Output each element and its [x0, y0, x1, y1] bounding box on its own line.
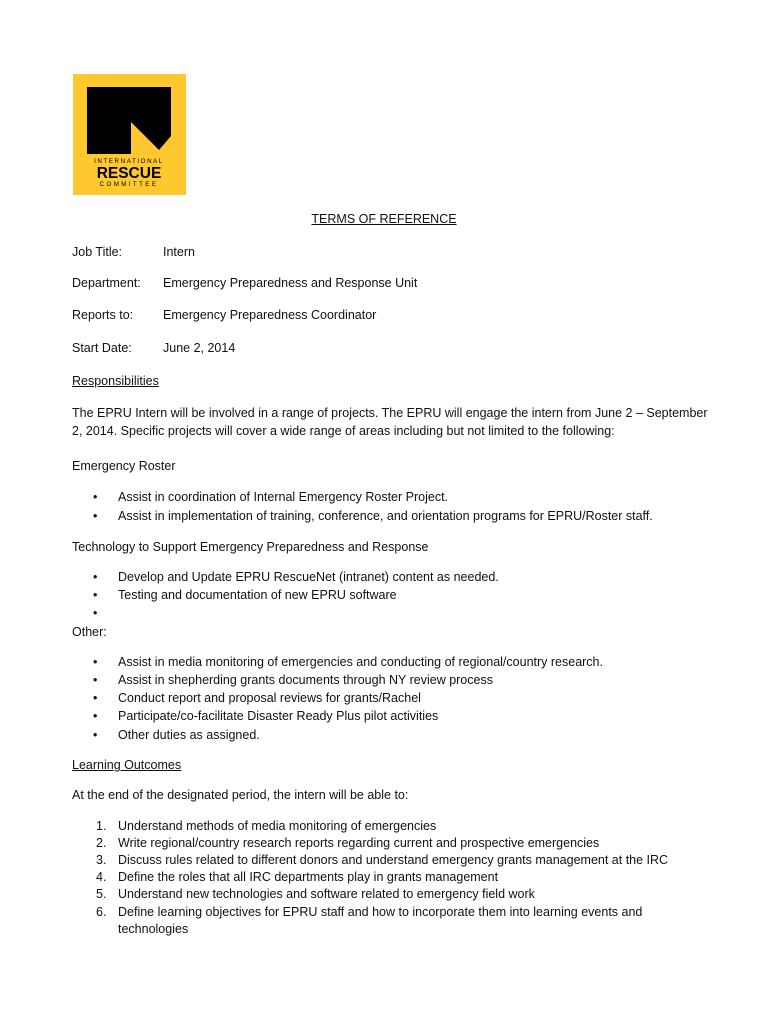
document-title: TERMS OF REFERENCE	[311, 212, 457, 226]
list-item: Develop and Update EPRU RescueNet (intranet) content as needed.	[118, 570, 499, 584]
bullet-marker: •	[93, 673, 98, 687]
bullet-marker: •	[93, 570, 98, 584]
bullet-marker: •	[93, 606, 98, 620]
section-heading-other: Other:	[72, 625, 107, 639]
section-heading-technology: Technology to Support Emergency Preparedness and Response	[72, 540, 429, 554]
learning-item: Write regional/country research reports regarding current and prospective emergencies	[118, 836, 600, 850]
bullet-marker: •	[93, 691, 98, 705]
list-item: Assist in coordination of Internal Emergency Roster Project.	[118, 490, 449, 504]
list-number: 4.	[96, 870, 107, 884]
list-item: Other duties as assigned.	[118, 728, 260, 742]
learning-item: Define the roles that all IRC departments play in grants management	[118, 870, 499, 884]
learning-intro: At the end of the designated period, the intern will be able to:	[72, 788, 409, 802]
department-value: Emergency Preparedness and Response Unit	[163, 276, 418, 290]
learning-item: Understand methods of media monitoring of emergencies	[118, 819, 437, 833]
bullet-marker: •	[93, 655, 98, 669]
section-heading-emergency-roster: Emergency Roster	[72, 459, 176, 473]
department-label: Department:	[72, 276, 141, 290]
list-item: Assist in media monitoring of emergencies and conducting of regional/country research.	[118, 655, 603, 669]
list-number: 6.	[96, 905, 107, 919]
start-date-value: June 2, 2014	[163, 341, 236, 355]
responsibilities-heading: Responsibilities	[72, 374, 159, 388]
logo-line1: INTERNATIONAL	[94, 158, 164, 165]
bullet-marker: •	[93, 709, 98, 723]
bullet-marker: •	[93, 509, 98, 523]
start-date-label: Start Date:	[72, 341, 132, 355]
list-number: 1.	[96, 819, 107, 833]
irc-logo	[73, 74, 186, 195]
logo-line2: RESCUE	[96, 165, 162, 182]
learning-outcomes-heading: Learning Outcomes	[72, 758, 182, 772]
bullet-marker: •	[93, 728, 98, 742]
list-number: 3.	[96, 853, 107, 867]
list-item: Participate/co-facilitate Disaster Ready Plus pilot activities	[118, 709, 439, 723]
learning-item: Discuss rules related to different donors and understand emergency grants management at the IRC	[118, 853, 669, 867]
job-title-value: Intern	[163, 245, 195, 259]
intro-paragraph: The EPRU Intern will be involved in a range of projects. The EPRU will engage the intern from June 2 – September 2, 2014. Specific projects will cover a wide range of areas including but not limited to the following:	[72, 406, 708, 438]
reports-to-value: Emergency Preparedness Coordinator	[163, 308, 377, 322]
list-number: 2.	[96, 836, 107, 850]
list-item: Assist in shepherding grants documents through NY review process	[118, 673, 493, 687]
list-item: Assist in implementation of training, conference, and orientation programs for EPRU/Roster staff.	[118, 509, 653, 523]
job-title-label: Job Title:	[72, 245, 123, 259]
logo-line3: COMMITTEE	[99, 181, 159, 188]
bullet-marker: •	[93, 490, 98, 504]
list-item: Conduct report and proposal reviews for grants/Rachel	[118, 691, 421, 705]
learning-item: Understand new technologies and software related to emergency field work	[118, 887, 535, 901]
reports-to-label: Reports to:	[72, 308, 134, 322]
list-item: Testing and documentation of new EPRU software	[118, 588, 397, 602]
learning-item: Define learning objectives for EPRU staff and how to incorporate them into learning events and technologies	[118, 905, 643, 936]
list-number: 5.	[96, 887, 107, 901]
bullet-marker: •	[93, 588, 98, 602]
